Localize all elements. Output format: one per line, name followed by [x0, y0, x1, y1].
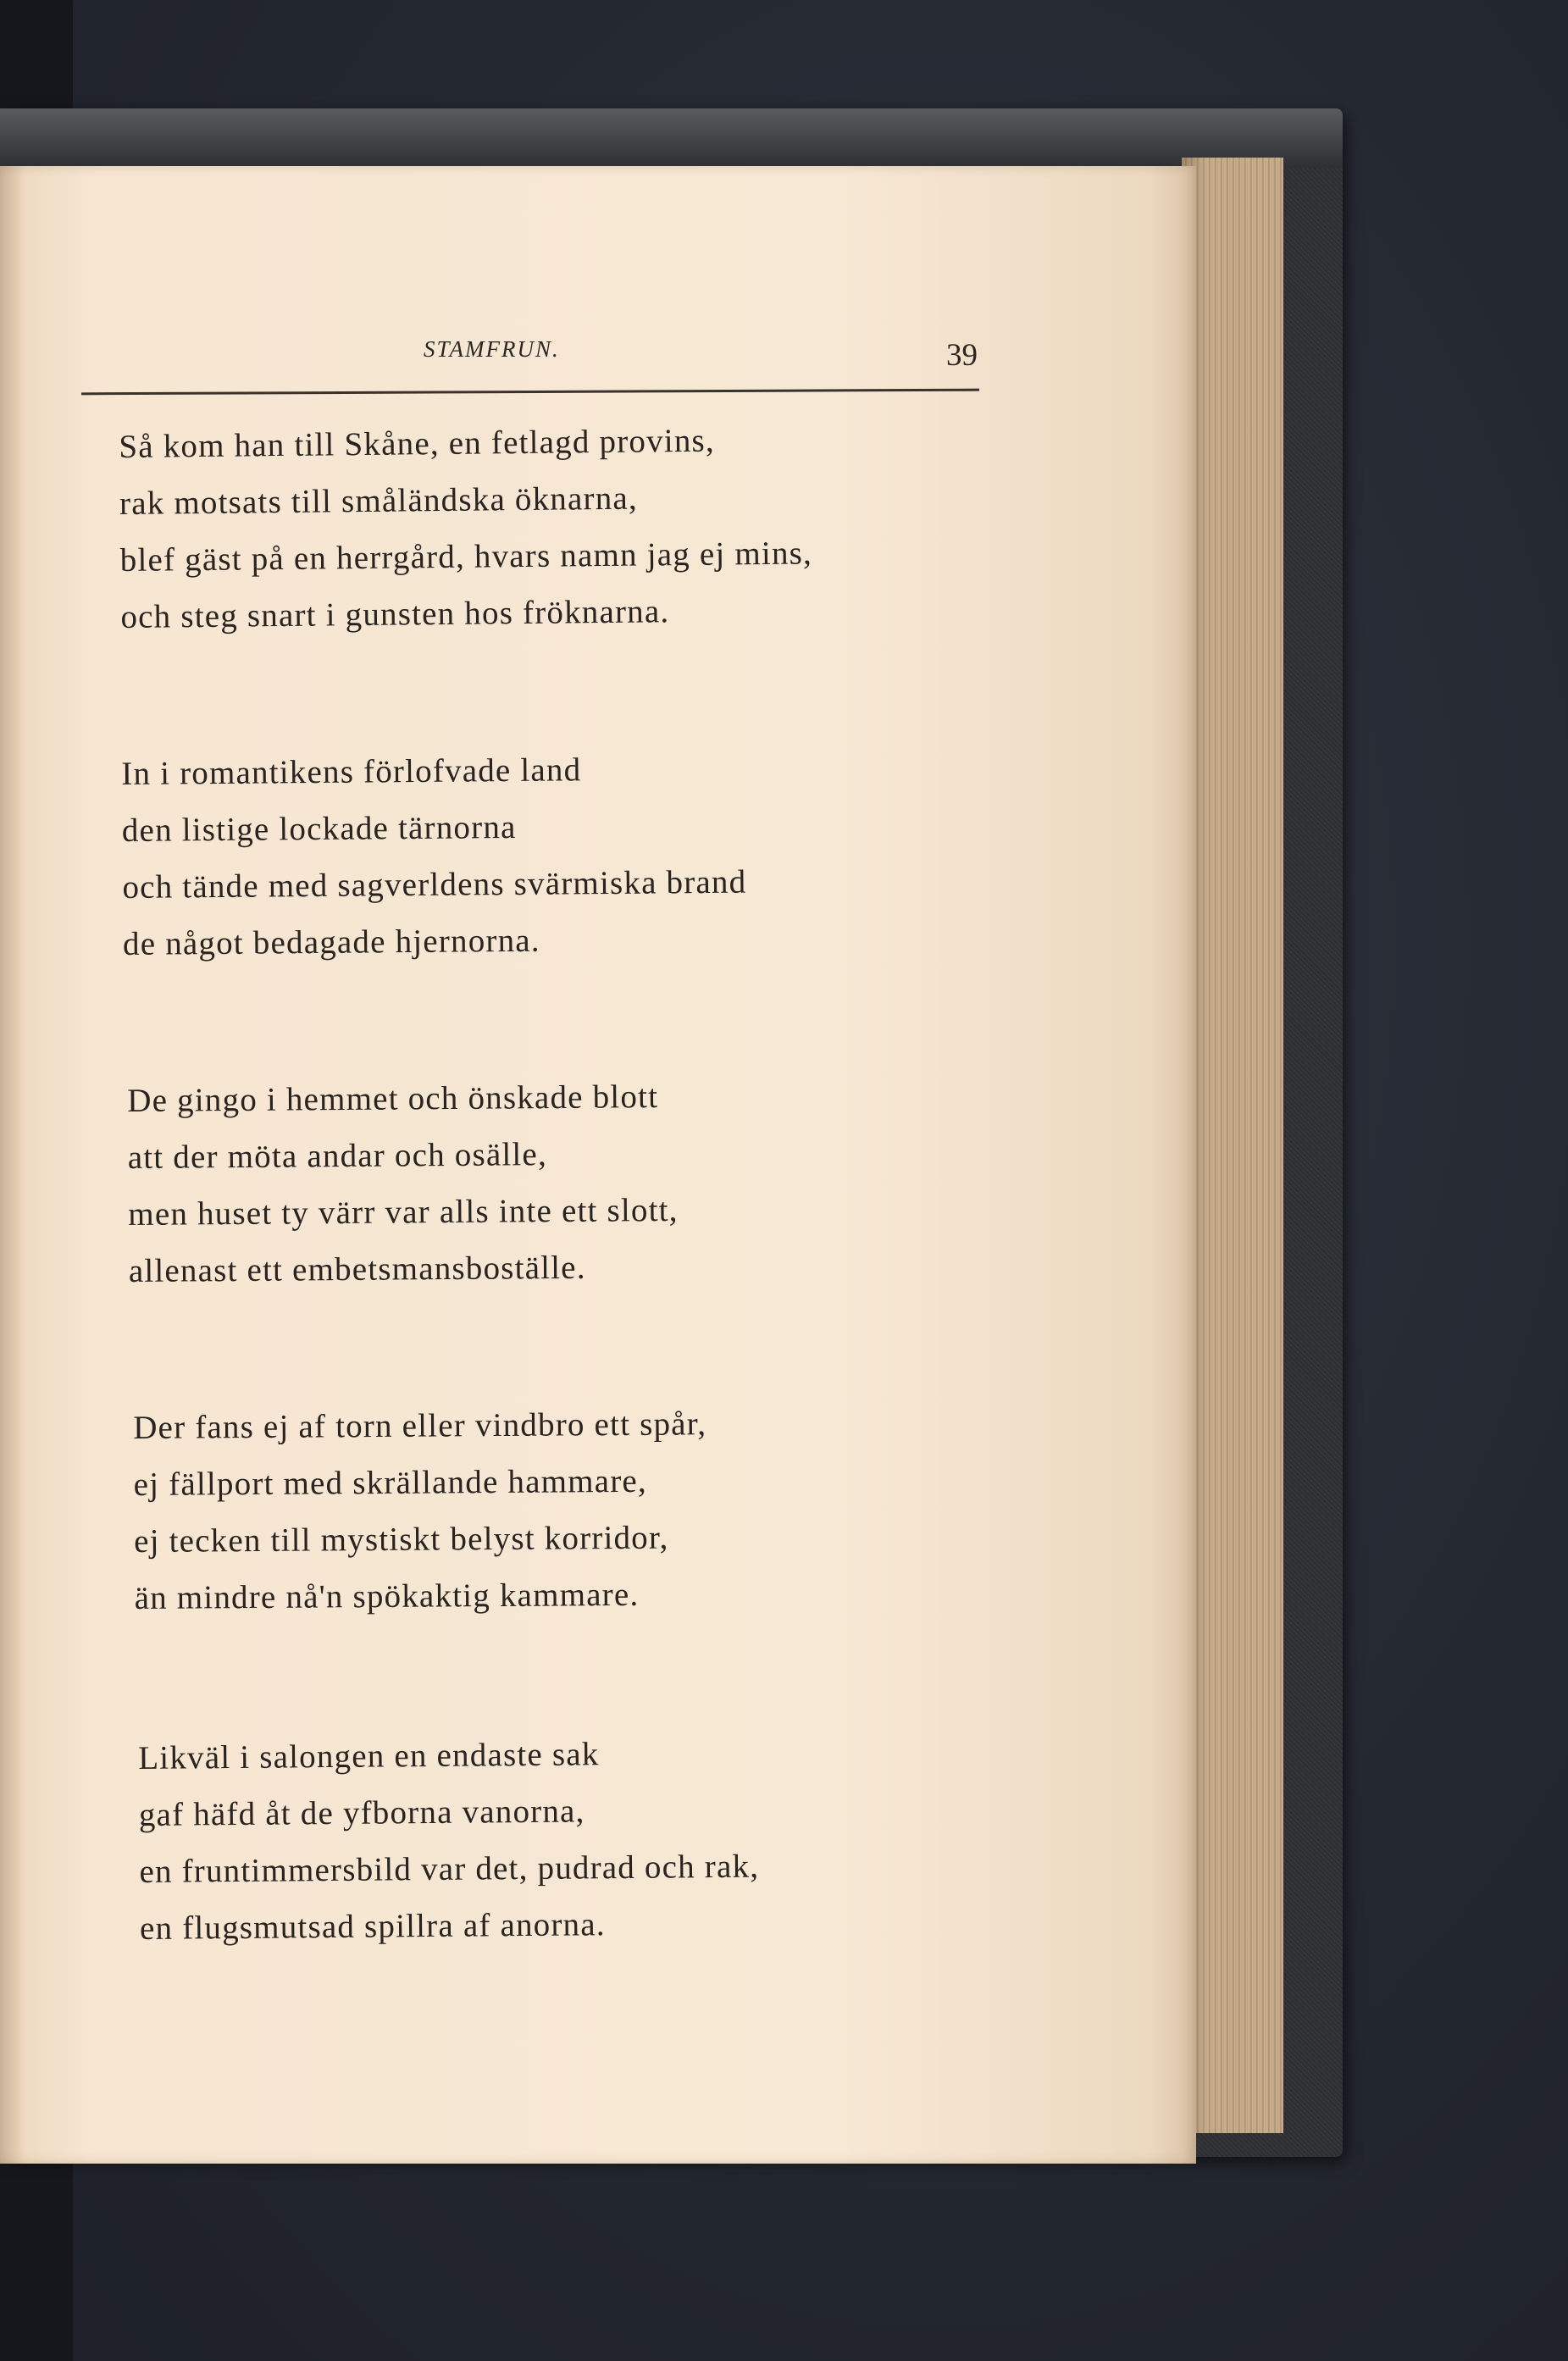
stanza-1	[119, 411, 813, 646]
page-gutter-shadow	[0, 166, 25, 2164]
verse-line: ej fällport med skrällande hammare,	[133, 1462, 648, 1503]
verse-line: rak motsats till småländska öknarna,	[119, 479, 639, 522]
verse-line: den listige lockade tärnorna	[121, 808, 517, 849]
verse-line: De gingo i hemmet och önskade blott	[127, 1078, 659, 1119]
verse-line: en flugsmutsad spillra af anorna.	[139, 1906, 606, 1947]
verse-line: och steg snart i gunsten hos fröknarna.	[120, 593, 670, 635]
stanza-5	[138, 1725, 760, 1957]
verse-line: en fruntimmersbild var det, pudrad och rak,	[139, 1848, 760, 1890]
verse-line: Likväl i salongen en endaste sak	[138, 1736, 600, 1776]
verse-line: gaf häfd åt de yfborna vanorna,	[138, 1793, 585, 1833]
page-number: 39	[946, 338, 978, 373]
verse-line: att der möta andar och osälle,	[127, 1136, 548, 1176]
verse-line: allenast ett embetsmansboställe.	[128, 1249, 586, 1289]
stanza-2	[121, 740, 747, 973]
stanza-4	[133, 1395, 708, 1627]
verse-line: de något bedagade hjernorna.	[122, 922, 540, 962]
running-title: STAMFRUN.	[424, 336, 560, 362]
verse-line: Så kom han till Skåne, en fetlagd provins,	[119, 422, 716, 465]
verse-line: och tände med sagverldens svärmiska brand	[122, 863, 747, 906]
verse-line: men huset ty värr var alls inte ett slott,	[128, 1191, 679, 1233]
verse-line: blef gäst på en herrgård, hvars namn jag ej mins,	[119, 535, 813, 579]
verse-line: In i romantikens förlofvade land	[121, 751, 582, 792]
verse-line: Der fans ej af torn eller vindbro ett spår,	[133, 1405, 707, 1446]
stanza-3	[127, 1068, 679, 1300]
verse-line: ej tecken till mystiskt belyst korridor,	[134, 1519, 669, 1560]
verse-line: än mindre nå'n spökaktig kammare.	[134, 1576, 640, 1616]
book-cover-top-edge	[0, 108, 1343, 168]
